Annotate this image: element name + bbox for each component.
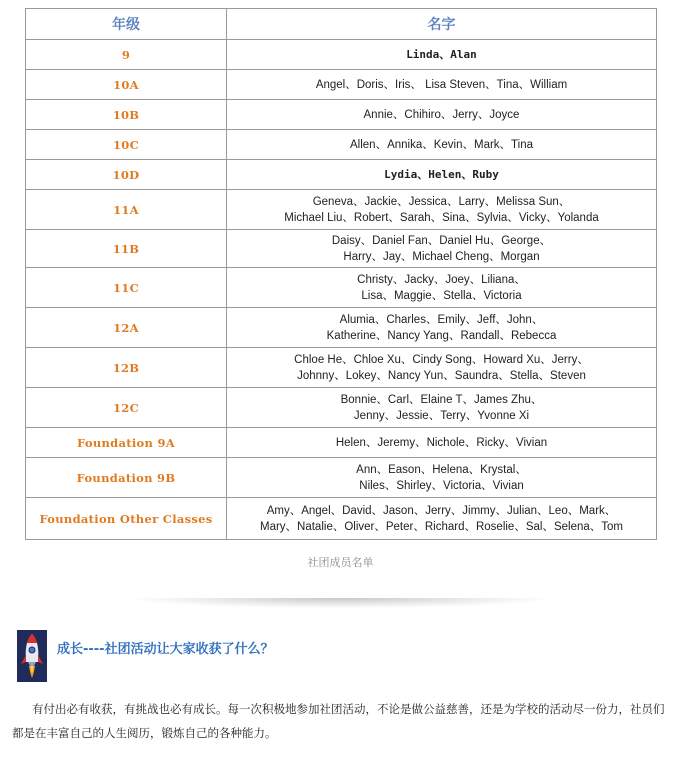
names-cell [227,428,657,458]
names-cell [227,40,657,70]
names-line: Lydia、Helen、Ruby [384,167,499,181]
names-line: Christy、Jacky、Joey、Liliana、 [357,273,526,286]
grade-cell: 12A [26,308,227,348]
member-roster-table [25,8,657,540]
section-paragraph: 有付出必有收获，有挑战也必有成长。每一次积极地参加社团活动，不论是做公益慈善，还是为学校的活动尽一份力，社员们都是在丰富自己的人生阅历，锻炼自己的各种能力。 [12,702,665,740]
names-line: Angel、Doris、Iris、 Lisa Steven、Tina、William [315,78,568,91]
grade-cell: 10B [26,100,227,130]
table-row [26,130,657,160]
names-cell [227,100,657,130]
names-cell [227,160,657,190]
table-row [26,308,657,348]
table-row [26,388,657,428]
grade-cell: Foundation 9B [26,458,227,498]
names-cell [227,190,657,230]
header-grade: 年级 [26,9,227,40]
table-row [26,230,657,268]
table-row [26,268,657,308]
names-line: Mary、Natalie、Oliver、Peter、Richard、Roselie、Sal、Selena、Tom [259,520,623,533]
names-cell [227,130,657,160]
grade-cell: 12C [26,388,227,428]
grade-cell: 9 [26,40,227,70]
names-line: Michael Liu、Robert、Sarah、Sina、Sylvia、Vicky、Yolanda [284,211,599,224]
names-cell [227,348,657,388]
names-line: Geneva、Jackie、Jessica、Larry、Melissa Sun、 [312,195,571,208]
names-line: Amy、Angel、David、Jason、Jerry、Jimmy、Julian、Leo、Mark、 [266,504,617,517]
names-cell [227,308,657,348]
names-line: Allen、Annika、Kevin、Mark、Tina [350,138,533,151]
rocket-icon [17,630,47,682]
names-line: Alumia、Charles、Emily、Jeff、John、 [339,313,544,326]
grade-cell: 10A [26,70,227,100]
names-cell [227,268,657,308]
table-row [26,100,657,130]
names-line: Bonnie、Carl、Elaine T、James Zhu、 [340,393,543,406]
grade-cell: Foundation Other Classes [26,498,227,540]
names-line: Ann、Eason、Helena、Krystal、 [356,463,527,476]
grade-cell: 10C [26,130,227,160]
names-cell [227,70,657,100]
names-line: Niles、Shirley、Victoria、Vivian [359,479,524,492]
names-line: Daisy、Daniel Fan、Daniel Hu、George、 [331,234,552,247]
member-table-container [25,8,656,540]
grade-cell: 11B [26,230,227,268]
names-line: Chloe He、Chloe Xu、Cindy Song、Howard Xu、Jerry、 [294,353,589,366]
names-line: Linda、Alan [406,47,477,61]
names-line: Helen、Jeremy、Nichole、Ricky、Vivian [335,436,548,449]
grade-cell: 11A [26,190,227,230]
table-row [26,458,657,498]
names-line: Katherine、Nancy Yang、Randall、Rebecca [326,329,557,342]
table-row [26,428,657,458]
table-header-row [26,9,657,40]
grade-cell: 11C [26,268,227,308]
table-row [26,348,657,388]
grade-cell: Foundation 9A [26,428,227,458]
header-names: 名字 [227,9,657,40]
grade-cell: 12B [26,348,227,388]
names-cell [227,388,657,428]
names-line: Lisa、Maggie、Stella、Victoria [361,289,522,302]
names-line: Johnny、Lokey、Nancy Yun、Saundra、Stella、Steven [297,369,586,382]
table-row [26,40,657,70]
names-cell [227,458,657,498]
grade-cell: 10D [26,160,227,190]
names-line: Annie、Chihiro、Jerry、Joyce [363,108,520,121]
table-caption: 社团成员名单 [307,556,374,569]
table-row [26,160,657,190]
names-line: Harry、Jay、Michael Cheng、Morgan [343,250,540,263]
names-line: Jenny、Jessie、Terry、Yvonne Xi [353,409,530,422]
table-row [26,70,657,100]
section-title: 成长----社团活动让大家收获了什么？ [57,642,274,657]
names-cell [227,498,657,540]
names-cell [227,230,657,268]
table-row [26,190,657,230]
section-divider [130,598,550,608]
table-body [26,40,657,540]
table-row [26,498,657,540]
